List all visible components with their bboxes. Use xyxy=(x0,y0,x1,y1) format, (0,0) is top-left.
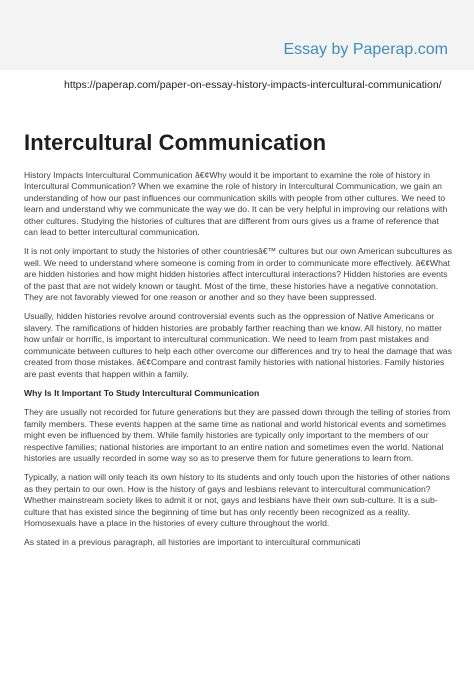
paragraph: History Impacts Intercultural Communication â€¢Why would it be important to examine the role of history in Intercultural Communication? When we examine the role of history in Intercultural Communication, we gain an understanding of how our past influences our communication skills with people from other cultures. We need to learn and understand why we communicate the way we do. It can be very helpful in improving our relations with other cultures. Studying the histories of cultures that are different from ours gives us a frame of reference that can lead to better intercultural communication. xyxy=(24,170,448,238)
paragraph: Typically, a nation will only teach its own history to its students and only touch upon the histories of other nations as they pertain to our own. How is the history of gays and lesbians relevant to intercultural communication? Whether mainstream society likes to admit it or not, gays and lesbians have their own sub-culture. It is a sub-culture that has existed since the beginning of time but has only recently been recognized as a reality. Homosexuals have a place in the histories of every culture throughout the world. xyxy=(24,472,450,528)
brand-link[interactable]: Essay by Paperap.com xyxy=(283,41,448,58)
bottom-fade-overlay xyxy=(0,580,474,687)
paragraph: It is not only important to study the histories of other countriesâ€™ cultures but our own American subcultures as well. We need to understand where someone is coming from in order to communicate more effectively. â€¢What are hidden histories and how might hidden histories affect intercultural interactions? Hidden histories are events of the past that are not widely known or taught. Most of the time, these histories have a negative connotation. They are not favorably viewed for one reason or another and so they have been suppressed. xyxy=(24,246,452,303)
paragraph: Usually, hidden histories revolve around controversial events such as the oppression of Native Americans or slavery. The ramifications of hidden histories are probably farther reaching than we know. All history, no matter how unfair or horrific, is important to intercultural communication. We need to learn from past mistakes and communicate between cultures to help each other overcome our differences and try to heal the damage that was created from those mistakes. â€¢Compare and contrast family histories with national histories. Family histories are past events that happen within a family. xyxy=(24,311,452,379)
paragraph: As stated in a previous paragraph, all histories are important to intercultural communicati xyxy=(24,537,361,548)
page-title: Intercultural Communication xyxy=(24,130,327,155)
site-header xyxy=(0,0,474,70)
section-subheading: Why Is It Important To Study Intercultural Communication xyxy=(24,387,260,398)
paragraph: They are usually not recorded for future generations but they are passed down through the telling of stories from family members. These events happen at the same time as national and world historical events and sometimes might even be influenced by them. While family histories are typically only important to the members of our respective families; national histories are important to an entire nation and sometimes even the world. National histories are usually recorded in some way so as to preserve them for future generations to learn from. xyxy=(24,407,451,463)
source-url[interactable]: https://paperap.com/paper-on-essay-history-impacts-intercultural-communication/ xyxy=(64,79,442,91)
essay-body xyxy=(24,170,454,557)
